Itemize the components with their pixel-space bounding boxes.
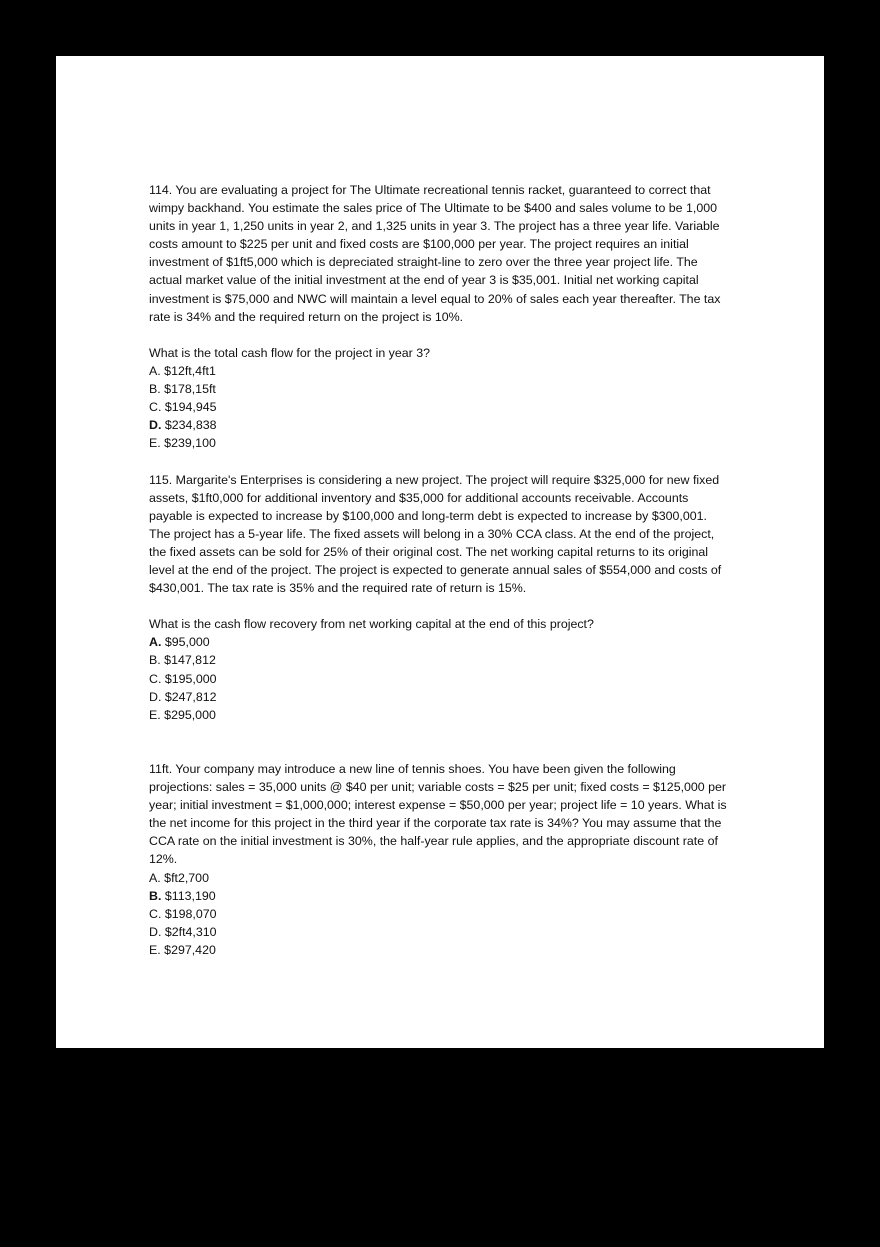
- option-value: $239,100: [164, 436, 216, 451]
- option-value: $198,070: [164, 906, 217, 921]
- option-letter: C.: [149, 671, 162, 686]
- question-text: Your company may introduce a new line of tennis shoes. You have been given the following projections: sales = 35,000 units @ $40 per unit; variable costs = $25 per unit; fixed costs = $125,000 per year; initial investment = $1,000,000; interest expense = $50,000 per year; project life = 10 years. What is the net income for this project in the third year if the corporate tax rate is 34%? You may assume that the CCA rate on the initial investment is 30%, the half-year rule applies, and the appropriate discount rate of 12%.: [149, 762, 727, 867]
- question-body: [149, 181, 731, 326]
- option-value: $234,838: [164, 418, 217, 433]
- blank-line: [149, 597, 731, 615]
- option-value: $195,000: [164, 671, 217, 686]
- answer-option-b: [149, 651, 731, 669]
- option-value: $95,000: [164, 635, 210, 650]
- blank-line: [149, 724, 731, 742]
- answer-option-d: [149, 688, 731, 706]
- question-115: [149, 471, 731, 724]
- option-letter: A.: [149, 363, 161, 378]
- option-letter: E.: [149, 707, 161, 722]
- option-letter-correct: B.: [149, 888, 162, 903]
- option-letter: B.: [149, 653, 161, 668]
- answer-option-e: [149, 434, 731, 452]
- option-value: $12ft,4ft1: [164, 363, 216, 378]
- option-value: $147,812: [164, 653, 216, 668]
- option-letter: C.: [149, 400, 162, 415]
- answer-option-b: [149, 887, 731, 905]
- answer-option-d: [149, 416, 731, 434]
- option-letter: D.: [149, 689, 162, 704]
- question-prompt: What is the cash flow recovery from net working capital at the end of this project?: [149, 617, 594, 632]
- option-letter: B.: [149, 382, 161, 397]
- blank-line: [149, 742, 731, 760]
- option-letter-correct: D.: [149, 418, 162, 433]
- answer-option-a: [149, 869, 731, 887]
- option-value: $194,945: [164, 400, 217, 415]
- blank-line: [149, 326, 731, 344]
- option-value: $247,812: [164, 689, 217, 704]
- question-body: [149, 471, 731, 598]
- question-114: [149, 181, 731, 452]
- option-letter: E.: [149, 436, 161, 451]
- answer-option-d: [149, 923, 731, 941]
- question-number: 115.: [149, 472, 173, 487]
- document-page: [56, 56, 824, 1048]
- answer-option-a: [149, 362, 731, 380]
- option-letter: E.: [149, 942, 161, 957]
- answer-option-c: [149, 905, 731, 923]
- answer-option-e: [149, 941, 731, 959]
- option-letter: C.: [149, 906, 162, 921]
- option-letter: D.: [149, 924, 162, 939]
- option-value: $2ft4,310: [164, 924, 217, 939]
- question-text: You are evaluating a project for The Ultimate recreational tennis racket, guaranteed to correct that wimpy backhand. You estimate the sales price of The Ultimate to be $400 and sales volume to be 1,000 units in year 1, 1,250 units in year 2, and 1,325 units in year 3. The project has a three year life. Variable costs amount to $225 per unit and fixed costs are $100,000 per year. The project requires an initial investment of $1ft5,000 which is depreciated straight-line to zero over the three year project life. The actual market value of the initial investment at the end of year 3 is $35,001. Initial net working capital investment is $75,000 and NWC will maintain a level equal to 20% of sales each year thereafter. The tax rate is 34% and the required return on the project is 10%.: [149, 183, 721, 324]
- option-value: $113,190: [164, 888, 216, 903]
- answer-option-c: [149, 670, 731, 688]
- question-text: Margarite's Enterprises is considering a new project. The project will require $325,000 for new fixed assets, $1ft0,000 for additional inventory and $35,000 for additional accounts receivable. Accounts payable is expected to increase by $100,000 and long-term debt is expected to increase by $300,001. The project has a 5-year life. The fixed assets will belong in a 30% CCA class. At the end of the project, the fixed assets can be sold for 25% of their original cost. The net working capital returns to its original level at the end of the project. The project is expected to generate annual sales of $554,000 and costs of $430,001. The tax rate is 35% and the required rate of return is 15%.: [149, 472, 722, 596]
- blank-line: [149, 452, 731, 470]
- question-body: [149, 760, 731, 869]
- document-content: [149, 181, 731, 959]
- option-value: $178,15ft: [164, 382, 216, 397]
- option-value: $297,420: [164, 942, 216, 957]
- question-116: [149, 760, 731, 959]
- question-number: 11ft.: [149, 762, 173, 776]
- option-value: $295,000: [164, 707, 216, 722]
- option-letter: A.: [149, 870, 161, 885]
- question-number: 114.: [149, 183, 173, 197]
- answer-option-a: [149, 633, 731, 651]
- answer-option-e: [149, 706, 731, 724]
- question-prompt: What is the total cash flow for the project in year 3?: [149, 345, 430, 360]
- option-value: $ft2,700: [164, 870, 209, 885]
- option-letter-correct: A.: [149, 635, 162, 650]
- answer-option-c: [149, 398, 731, 416]
- answer-option-b: [149, 380, 731, 398]
